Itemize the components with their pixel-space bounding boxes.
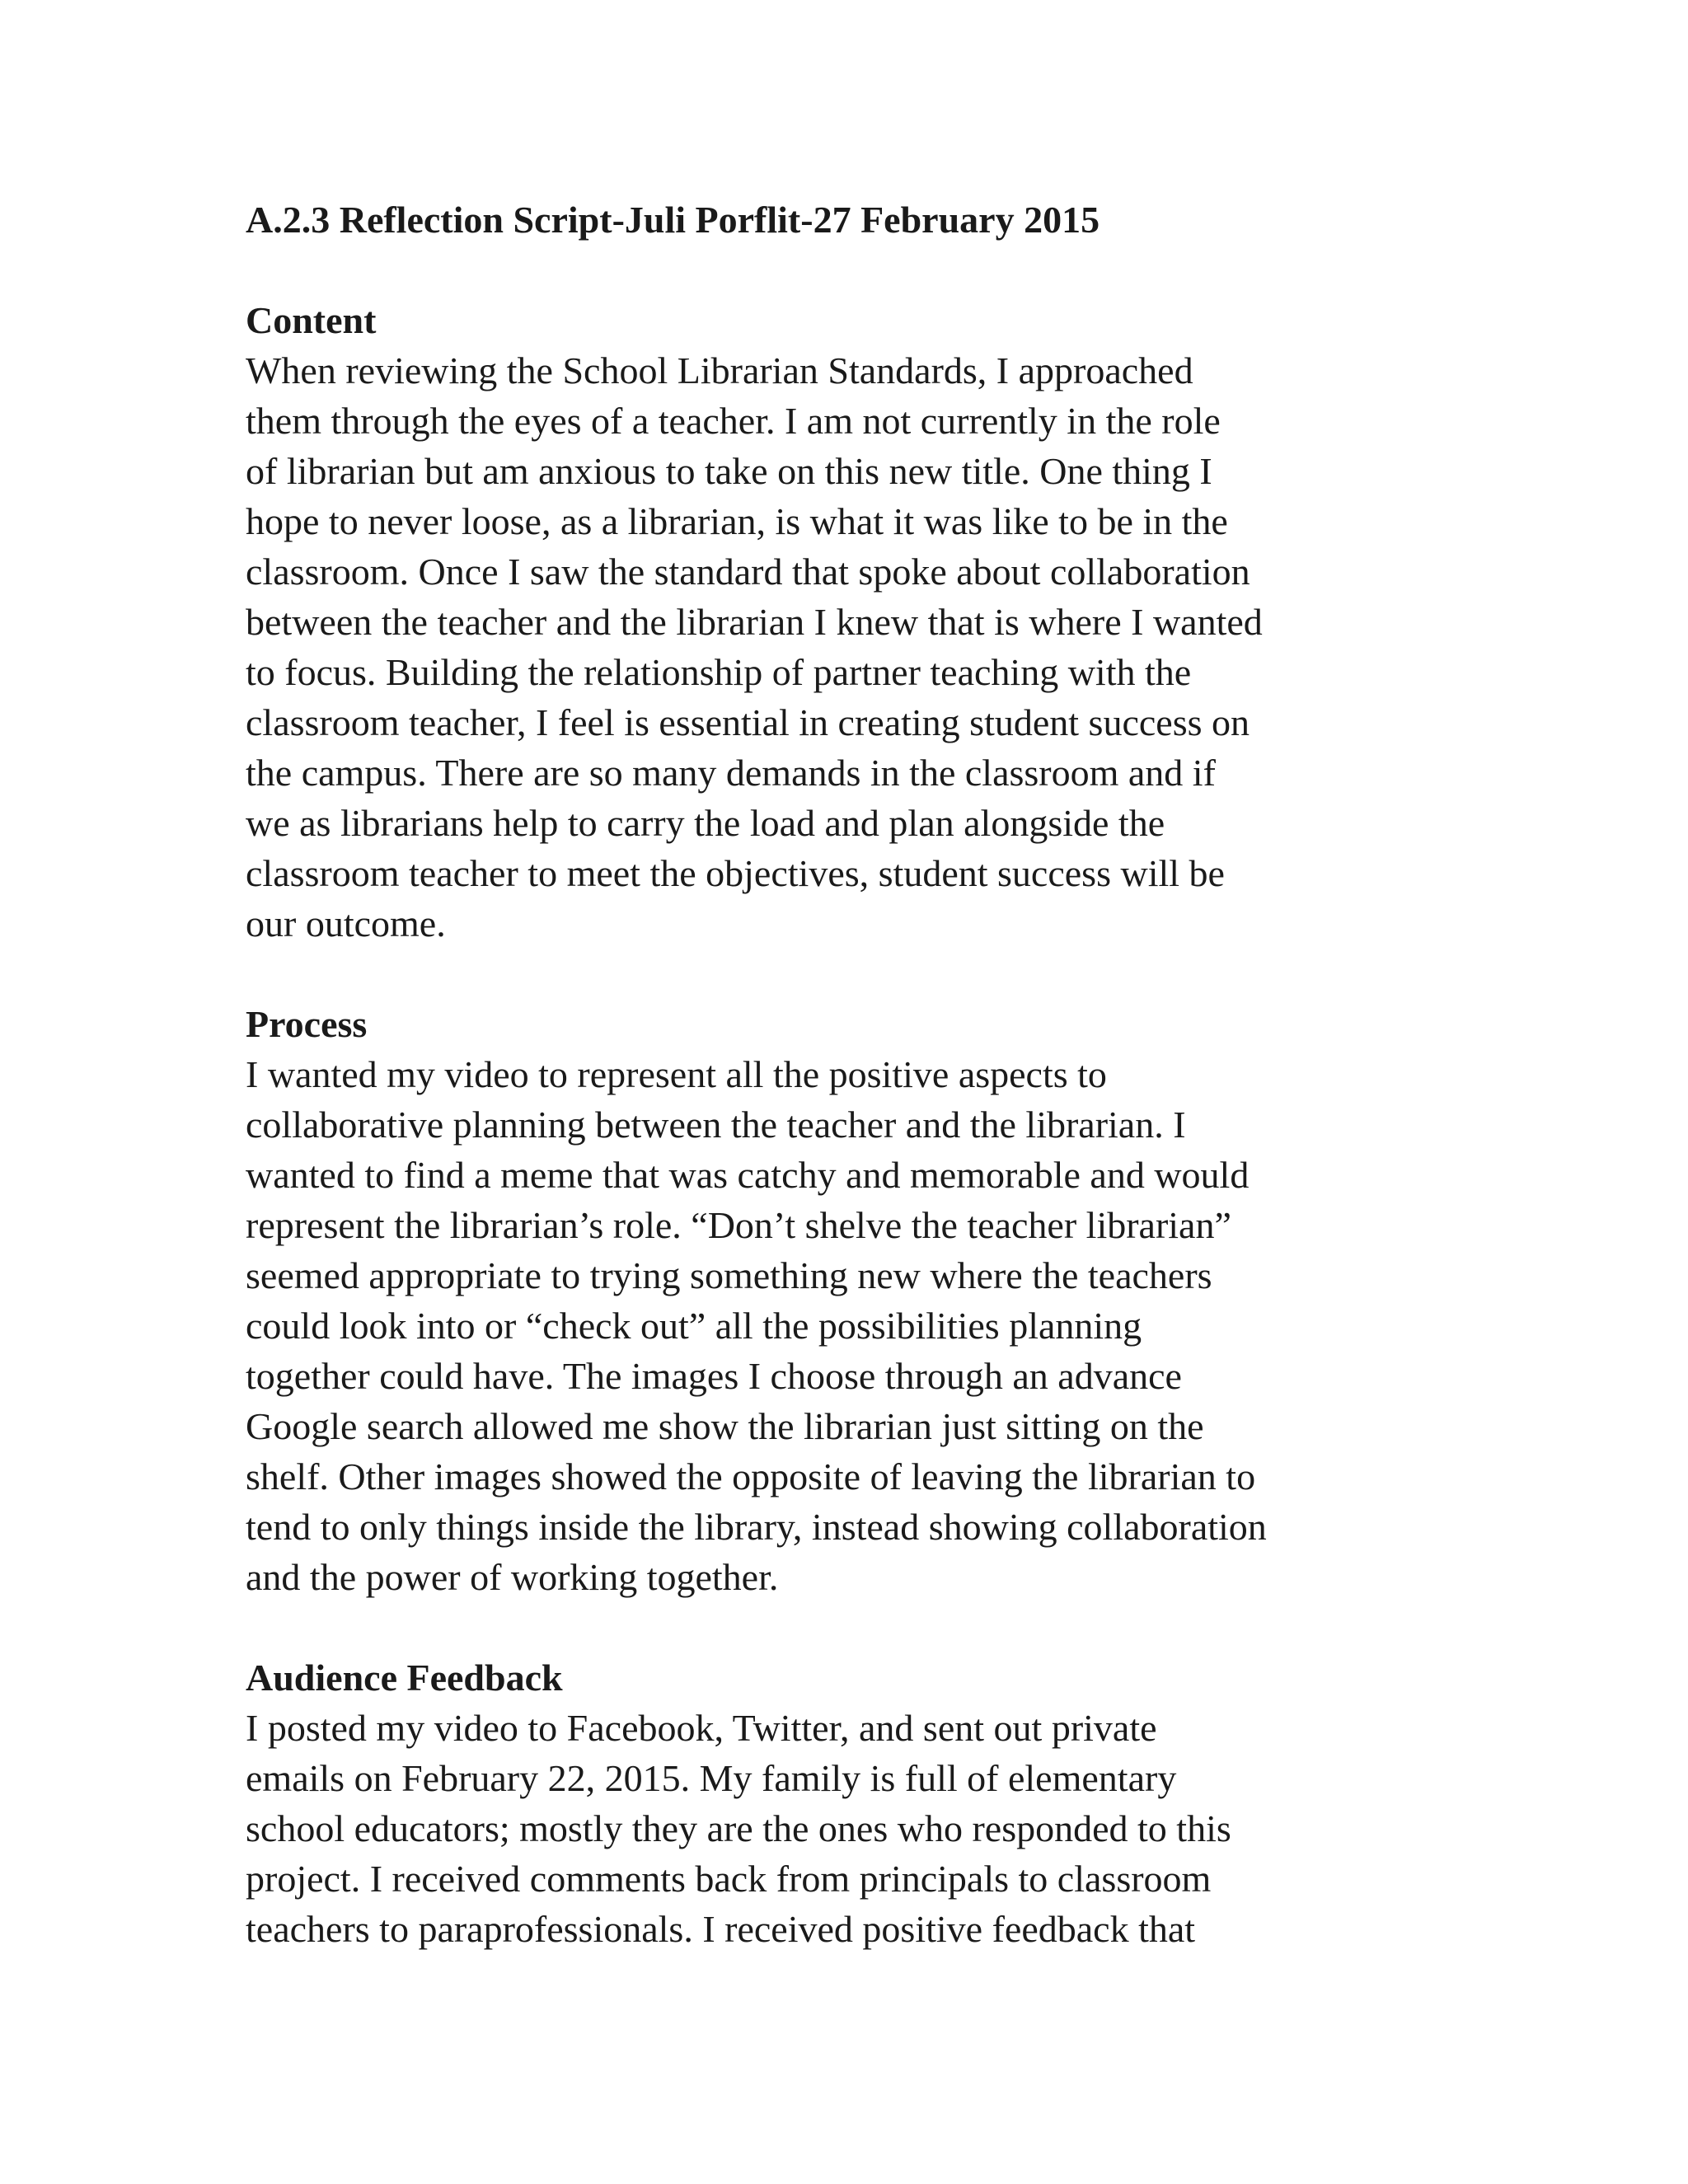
section-heading-audience-feedback: Audience Feedback [246, 1657, 563, 1699]
paragraph-line: and the power of working together. [246, 1556, 779, 1598]
paragraph-line: shelf. Other images showed the opposite of leaving the librarian to [246, 1455, 1256, 1497]
paragraph-line: I wanted my video to represent all the positive aspects to [246, 1053, 1107, 1095]
paragraph-line: to focus. Building the relationship of partner teaching with the [246, 651, 1192, 693]
paragraph-line: them through the eyes of a teacher. I am not currently in the role [246, 400, 1221, 442]
paragraph-line: wanted to find a meme that was catchy and memorable and would [246, 1154, 1250, 1196]
paragraph-line: could look into or “check out” all the possibilities planning [246, 1305, 1142, 1347]
paragraph-line: school educators; mostly they are the ones who responded to this [246, 1807, 1231, 1849]
paragraph-line: Google search allowed me show the librarian just sitting on the [246, 1405, 1204, 1447]
paragraph-line: emails on February 22, 2015. My family is full of elementary [246, 1757, 1177, 1799]
paragraph-line: hope to never loose, as a librarian, is what it was like to be in the [246, 500, 1228, 542]
paragraph-line: tend to only things inside the library, instead showing collaboration [246, 1506, 1267, 1548]
paragraph-line: between the teacher and the librarian I knew that is where I wanted [246, 601, 1263, 643]
paragraph-line: the campus. There are so many demands in the classroom and if [246, 752, 1216, 794]
section-heading-content: Content [246, 299, 377, 341]
section-audience-feedback [246, 1652, 1441, 1954]
paragraph-line: of librarian but am anxious to take on this new title. One thing I [246, 450, 1212, 492]
paragraph-line: project. I received comments back from principals to classroom [246, 1858, 1212, 1900]
paragraph-line: classroom teacher to meet the objectives, student success will be [246, 852, 1225, 894]
paragraph-line: classroom teacher, I feel is essential in creating student success on [246, 701, 1250, 743]
paragraph-line: teachers to paraprofessionals. I received positive feedback that [246, 1908, 1196, 1950]
paragraph-line: When reviewing the School Librarian Standards, I approached [246, 349, 1193, 391]
paragraph-line: together could have. The images I choose through an advance [246, 1355, 1182, 1397]
document-body [246, 194, 1441, 1954]
paragraph-line: we as librarians help to carry the load and plan alongside the [246, 802, 1165, 844]
section-heading-process: Process [246, 1003, 368, 1045]
paragraph-line: classroom. Once I saw the standard that spoke about collaboration [246, 551, 1250, 593]
paragraph-line: seemed appropriate to trying something new where the teachers [246, 1254, 1212, 1296]
document-title: A.2.3 Reflection Script-Juli Porflit-27 February 2015 [246, 199, 1100, 241]
section-process [246, 999, 1441, 1602]
section-content [246, 295, 1441, 949]
paragraph-line: collaborative planning between the teacher and the librarian. I [246, 1104, 1186, 1146]
paragraph-line: I posted my video to Facebook, Twitter, and sent out private [246, 1707, 1157, 1749]
paragraph-line: represent the librarian’s role. “Don’t shelve the teacher librarian” [246, 1204, 1231, 1246]
paragraph-line: our outcome. [246, 902, 446, 944]
